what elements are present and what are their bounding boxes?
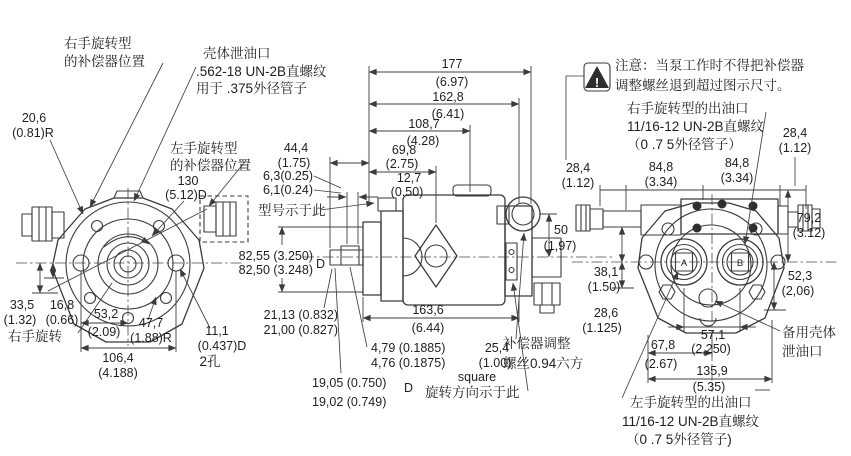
port-a-label: A (680, 258, 688, 269)
dim-163-6: 163,6 (412, 303, 444, 317)
side-foot-boss (415, 225, 457, 287)
dim-44-4-in: (1.75) (277, 156, 311, 170)
dim-84-8-a-in: (3.34) (644, 175, 678, 189)
dim-50-in: (1,97) (543, 239, 577, 253)
dim-106-4: 106,4 (102, 351, 134, 365)
dim-38-1-in: (1.50) (587, 280, 621, 294)
dim-12-7: 12,7 (396, 171, 422, 185)
dim-6-3: 6,3(0.25) (262, 169, 313, 183)
spare-drain-note: 泄油口 (782, 344, 823, 359)
dim-19-02: 19,02 (0.749) (312, 395, 387, 409)
warning-note: 注意：当泵工作时不得把补偿器 (615, 58, 804, 73)
dim-28-4-left-in: (1.12) (561, 176, 595, 190)
dim-52-3: 52,3 (787, 269, 813, 283)
model-number-note: 型号示于此 (258, 203, 326, 218)
compensator-adjust-screw (506, 197, 540, 231)
dim-84-8-b-in: (3.34) (720, 171, 754, 185)
dim-69-8: 69,8 (391, 143, 417, 157)
dim-21-00: 21,00 (0.827) (263, 323, 338, 337)
dim-33-5: 33,5 (9, 298, 35, 312)
front-left-port (22, 214, 32, 236)
dim-16-8-in: (0.66) (45, 313, 79, 327)
lh-compensator-note: 左手旋转型 (170, 141, 238, 156)
dim-4-79: 4,79 (0.1885) (371, 341, 446, 355)
dim-25-4-in: (1.00) (478, 356, 512, 370)
dim-44-4: 44,4 (283, 141, 309, 155)
lh-outlet-note: （0 .7 5外径管子) (626, 432, 732, 447)
dim-130-in: (5.12)D (165, 188, 207, 202)
dim-47-7: 47,7 (138, 316, 164, 330)
dim-33-5-in: (1.32) (3, 313, 37, 327)
dim-82-50: 82,50 (3.248) (238, 263, 313, 277)
drain-port-note: .562-18 UN-2B直螺纹 (196, 64, 327, 79)
dim-69-8-in: (2.75) (385, 157, 419, 171)
dim-108-7-in: (4.28) (406, 134, 440, 148)
warning-note: 调整螺丝退到超过图示尺寸。 (615, 78, 791, 93)
drain-port-note: 用于 .375外径管子 (196, 81, 308, 96)
dim-67-8: 67,8 (650, 338, 676, 352)
rear-view (562, 57, 838, 447)
dim-19-05-d: D (404, 381, 414, 395)
dim-28-6: 28,6 (593, 306, 619, 320)
dim-28-4-left: 28,4 (565, 161, 591, 175)
dim-11-1-holes: 2孔 (199, 354, 221, 369)
rotation-direction-note: 旋转方向示于此 (425, 385, 520, 400)
dim-53-2: 53,2 (93, 307, 119, 321)
dim-79-2-in: (3.12) (792, 226, 826, 240)
dim-25-4: 25,4 (484, 341, 510, 355)
drain-port-note: 壳体泄油口 (203, 46, 271, 61)
dim-4-76: 4,76 (0.1875) (371, 356, 446, 370)
compensator-adjust-note: 补偿器调整 (503, 336, 571, 351)
spare-drain-port (699, 289, 717, 307)
rh-compensator-note: 右手旋转型 (64, 36, 132, 51)
dim-82-55: 82,55 (3.250) (238, 249, 313, 263)
rotation-arrow (104, 237, 149, 247)
dim-47-7-in: (1.88)R (130, 331, 172, 345)
dim-177-in: (6.97) (435, 75, 469, 89)
dim-19-05: 19,05 (0.750) (312, 376, 387, 390)
dim-106-4-in: (4.188) (98, 366, 138, 380)
lh-compensator-dashed-outline (200, 196, 248, 242)
dim-163-6-in: (6.44) (411, 321, 445, 335)
rear-left-fitting (576, 205, 590, 231)
rh-compensator-note: 的补偿器位置 (64, 54, 145, 69)
rh-outlet-note: 11/16-12 UN-2B直螺纹 (627, 119, 765, 134)
side-view (239, 57, 612, 409)
dim-28-4-right: 28,4 (782, 126, 808, 140)
spare-drain-note: 备用壳体 (782, 325, 836, 340)
side-shaft-key (341, 246, 359, 250)
dim-6-1: 6,1(0.24) (262, 183, 313, 197)
dim-50: 50 (554, 223, 568, 237)
dim-79-2: 79,2 (796, 211, 822, 225)
dim-57-1-in: (2,250) (691, 342, 731, 356)
dim-67-8-in: (2.67) (644, 357, 678, 371)
dim-20-6: 20,6 (21, 111, 47, 125)
dim-20-6-in: (0.81)R (12, 126, 54, 140)
dim-177: 177 (441, 57, 463, 71)
dim-16-8: 16,8 (49, 298, 75, 312)
side-mount-flange (363, 222, 381, 295)
dim-53-2-in: (2.09) (87, 325, 121, 339)
dim-162-8: 162,8 (432, 90, 464, 104)
side-rotation-plate (506, 243, 517, 280)
dim-11-1: 11,1 (205, 324, 229, 338)
dim-38-1: 38,1 (593, 265, 619, 279)
compensator-adjust-note: 螺丝0.94六方 (503, 356, 584, 371)
port-b-label: B (736, 258, 744, 269)
dim-28-4-right-in: (1.12) (778, 141, 812, 155)
rh-outlet-note: 右手旋转型的出油口 (627, 101, 749, 116)
dim-84-8-a: 84,8 (648, 160, 674, 174)
lh-outlet-note: 左手旋转型的出油口 (630, 395, 752, 410)
dim-57-1: 57,1 (700, 328, 726, 342)
dim-28-6-in: (1.125) (582, 321, 622, 335)
dim-84-8-b: 84,8 (724, 156, 750, 170)
warning-icon-glyph: ! (594, 75, 600, 90)
dim-82-d: D (316, 257, 326, 271)
dim-11-1-in: (0.437)D (197, 339, 247, 353)
dim-135-9-in: (5.35) (692, 380, 726, 394)
lh-outlet-note: 11/16-12 UN-2B直螺纹 (622, 414, 760, 429)
lh-compensator-note: 的补偿器位置 (170, 158, 251, 173)
side-shaft (330, 250, 363, 265)
rear-right-fitting (778, 206, 788, 234)
dim-135-9: 135,9 (696, 364, 728, 378)
dim-25-4-square: square (457, 370, 497, 384)
dim-52-3-in: (2,06) (781, 284, 815, 298)
dim-12-7-in: (0.50) (390, 185, 424, 199)
front-drain-boss (114, 191, 143, 198)
dim-108-7: 108,7 (408, 117, 440, 131)
dim-162-8-in: (6.41) (431, 107, 465, 121)
dim-21-13: 21,13 (0.832) (263, 308, 338, 322)
dim-130: 130 (177, 174, 199, 188)
side-nameplate-tab (378, 198, 396, 211)
rh-outlet-note: （0 .7 5外径管子） (627, 137, 742, 152)
rh-rotation-label: 右手旋转 (8, 329, 62, 344)
